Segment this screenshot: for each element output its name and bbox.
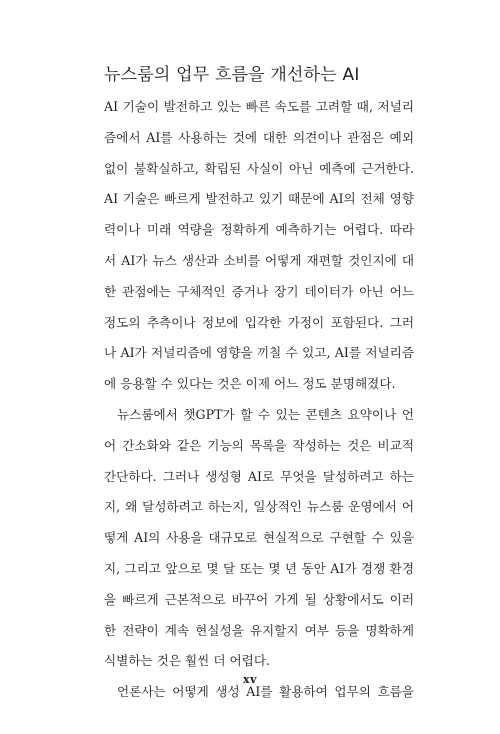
text-line: 력이나 미래 역량을 정확하게 예측하기는 어렵다. 따라 xyxy=(104,222,414,238)
text-line: AI 기술이 발전하고 있는 빠른 속도를 고려할 때, 저널리 xyxy=(104,99,414,114)
text-line: 지, 그리고 앞으로 몇 달 또는 몇 년 동안 AI가 경쟁 환경 xyxy=(104,560,414,576)
text-line: 나 AI가 저널리즘에 영향을 끼칠 수 있고, AI를 저널리즘 xyxy=(104,345,414,361)
text-line: 한 전략이 계속 현실성을 유지할지 여부 등을 명확하게 xyxy=(104,622,414,638)
text-line: 간단하다. 그러나 생성형 AI로 무엇을 달성하려고 하는 xyxy=(104,468,414,484)
text-line: 즘에서 AI를 사용하는 것에 대한 의견이나 관점은 예외 xyxy=(104,129,414,145)
text-line: AI 기술은 빠르게 발전하고 있기 때문에 AI의 전체 영향 xyxy=(104,191,414,207)
section-heading: 뉴스룸의 업무 흐름을 개선하는 AI xyxy=(104,65,360,85)
text-line: 에 응용할 수 있다는 것은 이제 어느 정도 분명해졌다. xyxy=(104,376,396,392)
paragraph xyxy=(104,92,414,400)
text-line: 떻게 AI의 사용을 대규모로 현실적으로 구현할 수 있을 xyxy=(104,530,414,546)
text-line: 한 관점에는 구체적인 증거나 장기 데이터가 아닌 어느 xyxy=(104,283,414,299)
page-number: xv xyxy=(243,673,257,686)
text-line: 언론사는 어떻게 생성 AI를 활용하여 업무의 흐름을 xyxy=(117,684,414,700)
text-line: 지, 왜 달성하려고 하는지, 일상적인 뉴스룸 운영에서 어 xyxy=(104,499,414,515)
paragraph xyxy=(104,400,414,677)
text-line: 서 AI가 뉴스 생산과 소비를 어떻게 재편할 것인지에 대 xyxy=(104,252,414,268)
text-line: 없이 불확실하고, 확립된 사실이 아닌 예측에 근거한다. xyxy=(104,160,414,176)
text-line: 식별하는 것은 훨씬 더 어렵다. xyxy=(104,653,271,669)
text-line: 을 빠르게 근본적으로 바꾸어 가게 될 상황에서도 이러 xyxy=(104,591,414,607)
text-line: 뉴스룸에서 챗GPT가 할 수 있는 콘텐츠 요약이나 언 xyxy=(117,406,414,422)
text-line: 어 간소화와 같은 기능의 목록을 작성하는 것은 비교적 xyxy=(104,437,414,453)
body-text xyxy=(104,92,414,708)
text-line: 정도의 추측이나 정보에 입각한 가정이 포함된다. 그러 xyxy=(104,314,414,330)
